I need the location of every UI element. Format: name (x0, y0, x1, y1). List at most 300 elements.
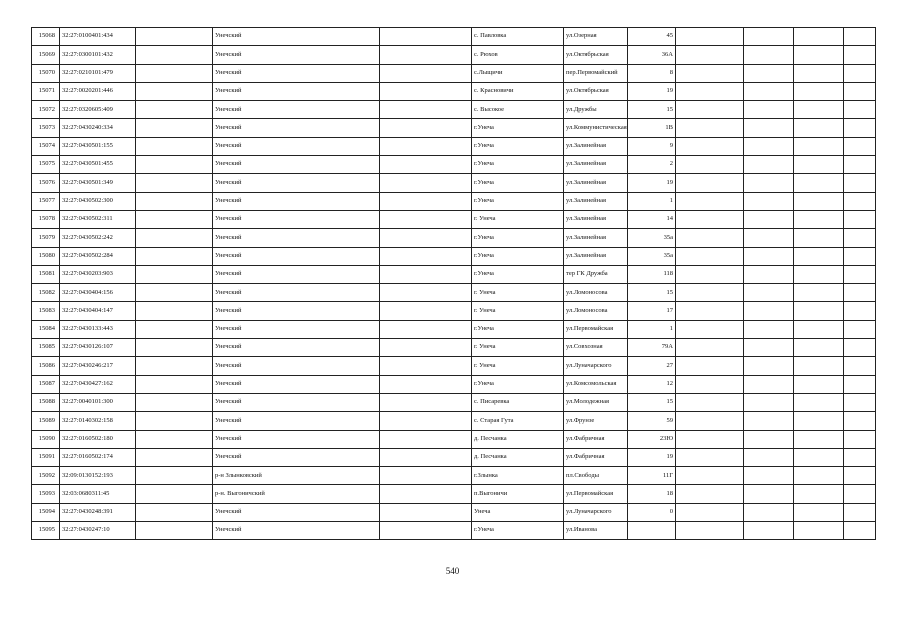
empty-cell (744, 247, 794, 265)
house-number-cell: 1 (628, 192, 676, 210)
empty-cell (844, 284, 876, 302)
record-number-cell: 15076 (32, 174, 60, 192)
house-number-cell: 35а (628, 247, 676, 265)
locality-cell: с.Лыщичи (472, 64, 564, 82)
empty-cell (844, 64, 876, 82)
empty-cell (844, 229, 876, 247)
empty-cell (136, 119, 213, 137)
district-cell: Унечский (213, 82, 380, 100)
street-cell: ул.Ломоносова (564, 284, 628, 302)
district-cell: Унечский (213, 302, 380, 320)
district-cell: Унечский (213, 339, 380, 357)
record-number-cell: 15070 (32, 64, 60, 82)
empty-cell (844, 485, 876, 503)
house-number-cell: 118 (628, 265, 676, 283)
empty-cell (844, 448, 876, 466)
empty-cell (136, 393, 213, 411)
locality-cell: г. Унеча (472, 284, 564, 302)
empty-cell (744, 101, 794, 119)
empty-cell (676, 101, 744, 119)
empty-cell (844, 101, 876, 119)
empty-cell (794, 430, 844, 448)
record-number-cell: 15090 (32, 430, 60, 448)
street-cell: ул.Фабричная (564, 448, 628, 466)
district-cell: Унечский (213, 28, 380, 46)
record-number-cell: 15085 (32, 339, 60, 357)
empty-cell (794, 247, 844, 265)
record-number-cell: 15084 (32, 320, 60, 338)
house-number-cell: 45 (628, 28, 676, 46)
street-cell: ул.Луначарского (564, 503, 628, 521)
empty-cell (844, 302, 876, 320)
cadastral-number-cell: 32:27:0300101:432 (60, 46, 136, 64)
district-cell: Унечский (213, 393, 380, 411)
empty-cell (744, 320, 794, 338)
street-cell: ул.Залинейная (564, 174, 628, 192)
district-cell: Унечский (213, 174, 380, 192)
locality-cell: г. Унеча (472, 357, 564, 375)
empty-cell (744, 210, 794, 228)
record-number-cell: 15071 (32, 82, 60, 100)
locality-cell: г.Унеча (472, 229, 564, 247)
record-number-cell: 15081 (32, 265, 60, 283)
record-number-cell: 15069 (32, 46, 60, 64)
empty-cell (744, 119, 794, 137)
record-number-cell: 15080 (32, 247, 60, 265)
house-number-cell: 19 (628, 448, 676, 466)
street-cell: ул.Совхозная (564, 339, 628, 357)
cadastral-number-cell: 32:27:0430501:155 (60, 137, 136, 155)
empty-cell (380, 430, 472, 448)
empty-cell (844, 156, 876, 174)
empty-cell (136, 320, 213, 338)
district-cell: Унечский (213, 412, 380, 430)
house-number-cell: 0 (628, 503, 676, 521)
empty-cell (676, 503, 744, 521)
empty-cell (136, 137, 213, 155)
empty-cell (676, 174, 744, 192)
house-number-cell (628, 522, 676, 540)
empty-cell (380, 137, 472, 155)
street-cell: ул.Первомайская (564, 320, 628, 338)
locality-cell: Унеча (472, 503, 564, 521)
empty-cell (794, 119, 844, 137)
empty-cell (844, 467, 876, 485)
cadastral-number-cell: 32:27:0430247:10 (60, 522, 136, 540)
cadastral-number-cell: 32:27:0430240:334 (60, 119, 136, 137)
district-cell: Унечский (213, 46, 380, 64)
table-row (32, 210, 876, 228)
empty-cell (744, 430, 794, 448)
cadastral-number-cell: 32:27:0160502:180 (60, 430, 136, 448)
locality-cell: с. Писаревка (472, 393, 564, 411)
table-row (32, 522, 876, 540)
empty-cell (844, 320, 876, 338)
cadastral-number-cell: 32:27:0020201:446 (60, 82, 136, 100)
cadastral-number-cell: 32:27:0430427:162 (60, 375, 136, 393)
house-number-cell: 19 (628, 174, 676, 192)
locality-cell: с. Высокое (472, 101, 564, 119)
empty-cell (744, 46, 794, 64)
locality-cell: д. Песчанка (472, 448, 564, 466)
empty-cell (380, 467, 472, 485)
empty-cell (380, 192, 472, 210)
empty-cell (676, 284, 744, 302)
empty-cell (744, 375, 794, 393)
empty-cell (136, 503, 213, 521)
locality-cell: г.Унеча (472, 192, 564, 210)
empty-cell (380, 522, 472, 540)
house-number-cell: 18 (628, 485, 676, 503)
record-number-cell: 15078 (32, 210, 60, 228)
locality-cell: г.Унеча (472, 119, 564, 137)
table-row (32, 265, 876, 283)
record-number-cell: 15075 (32, 156, 60, 174)
district-cell: Унечский (213, 448, 380, 466)
empty-cell (744, 467, 794, 485)
empty-cell (676, 156, 744, 174)
table-row (32, 101, 876, 119)
empty-cell (744, 64, 794, 82)
empty-cell (794, 101, 844, 119)
empty-cell (136, 265, 213, 283)
district-cell: Унечский (213, 192, 380, 210)
house-number-cell: 2 (628, 156, 676, 174)
empty-cell (136, 522, 213, 540)
cadastral-number-cell: 32:27:0140302:158 (60, 412, 136, 430)
street-cell: тер ГК Дружба (564, 265, 628, 283)
empty-cell (744, 302, 794, 320)
empty-cell (136, 174, 213, 192)
cadastral-number-cell: 32:27:0430246:217 (60, 357, 136, 375)
cadastral-number-cell: 32:27:0430133:443 (60, 320, 136, 338)
empty-cell (794, 82, 844, 100)
locality-cell: с. Старая Гута (472, 412, 564, 430)
cadastral-number-cell: 32:27:0100401:434 (60, 28, 136, 46)
locality-cell: с. Красновичи (472, 82, 564, 100)
locality-cell: г.Унеча (472, 522, 564, 540)
empty-cell (844, 430, 876, 448)
empty-cell (676, 448, 744, 466)
locality-cell: г.Унеча (472, 320, 564, 338)
district-cell: Унечский (213, 247, 380, 265)
cadastral-number-cell: 32:27:0430404:156 (60, 284, 136, 302)
record-number-cell: 15077 (32, 192, 60, 210)
cadastral-number-cell: 32:27:0430502:311 (60, 210, 136, 228)
empty-cell (380, 28, 472, 46)
empty-cell (744, 82, 794, 100)
empty-cell (744, 28, 794, 46)
empty-cell (136, 375, 213, 393)
empty-cell (380, 119, 472, 137)
empty-cell (380, 375, 472, 393)
empty-cell (136, 448, 213, 466)
table-row (32, 64, 876, 82)
empty-cell (380, 156, 472, 174)
empty-cell (794, 320, 844, 338)
street-cell: ул.Залинейная (564, 210, 628, 228)
empty-cell (136, 28, 213, 46)
empty-cell (136, 284, 213, 302)
empty-cell (794, 467, 844, 485)
district-cell: Унечский (213, 156, 380, 174)
empty-cell (844, 522, 876, 540)
cadastral-number-cell: 32:27:0430502:242 (60, 229, 136, 247)
locality-cell: г.Унеча (472, 375, 564, 393)
street-cell: ул.Озерная (564, 28, 628, 46)
empty-cell (794, 522, 844, 540)
empty-cell (676, 302, 744, 320)
empty-cell (744, 503, 794, 521)
table-row (32, 503, 876, 521)
cadastral-number-cell: 32:27:0430501:349 (60, 174, 136, 192)
house-number-cell: 9 (628, 137, 676, 155)
empty-cell (844, 46, 876, 64)
empty-cell (794, 156, 844, 174)
table-row (32, 137, 876, 155)
record-number-cell: 15086 (32, 357, 60, 375)
empty-cell (676, 522, 744, 540)
street-cell: ул.Октябрьская (564, 46, 628, 64)
empty-cell (744, 284, 794, 302)
empty-cell (380, 210, 472, 228)
table-row (32, 357, 876, 375)
empty-cell (136, 210, 213, 228)
cadastral-number-cell: 32:27:0430502:284 (60, 247, 136, 265)
table-row (32, 375, 876, 393)
street-cell: ул.Залинейная (564, 192, 628, 210)
district-cell: Унечский (213, 503, 380, 521)
empty-cell (380, 229, 472, 247)
empty-cell (744, 174, 794, 192)
empty-cell (136, 101, 213, 119)
empty-cell (794, 375, 844, 393)
house-number-cell: 35а (628, 229, 676, 247)
page-number: 540 (445, 566, 460, 576)
empty-cell (676, 229, 744, 247)
empty-cell (844, 375, 876, 393)
empty-cell (136, 156, 213, 174)
empty-cell (794, 192, 844, 210)
street-cell: ул.Дружбы (564, 101, 628, 119)
empty-cell (744, 485, 794, 503)
empty-cell (676, 485, 744, 503)
empty-cell (744, 412, 794, 430)
cadastral-number-cell: 32:27:0430502:300 (60, 192, 136, 210)
empty-cell (744, 137, 794, 155)
empty-cell (676, 412, 744, 430)
empty-cell (380, 64, 472, 82)
house-number-cell: 8 (628, 64, 676, 82)
cadastral-number-cell: 32:27:0430126:107 (60, 339, 136, 357)
empty-cell (676, 119, 744, 137)
empty-cell (744, 393, 794, 411)
street-cell: ул.Залинейная (564, 247, 628, 265)
table-row (32, 229, 876, 247)
empty-cell (136, 229, 213, 247)
empty-cell (136, 82, 213, 100)
house-number-cell: 36А (628, 46, 676, 64)
locality-cell: г.Унеча (472, 137, 564, 155)
district-cell: Унечский (213, 320, 380, 338)
empty-cell (676, 137, 744, 155)
house-number-cell: 11Г (628, 467, 676, 485)
record-number-cell: 15074 (32, 137, 60, 155)
record-number-cell: 15068 (32, 28, 60, 46)
empty-cell (844, 137, 876, 155)
district-cell: Унечский (213, 375, 380, 393)
house-number-cell: 17 (628, 302, 676, 320)
table-row (32, 448, 876, 466)
locality-cell: с. Рюхов (472, 46, 564, 64)
empty-cell (794, 485, 844, 503)
table-row (32, 28, 876, 46)
empty-cell (380, 302, 472, 320)
street-cell: пл.Свободы (564, 467, 628, 485)
house-number-cell: 23Ю (628, 430, 676, 448)
street-cell: ул.Луначарского (564, 357, 628, 375)
house-number-cell: 12 (628, 375, 676, 393)
record-number-cell: 15072 (32, 101, 60, 119)
empty-cell (380, 393, 472, 411)
cadastral-number-cell: 32:27:0210101:479 (60, 64, 136, 82)
empty-cell (676, 210, 744, 228)
table-row (32, 485, 876, 503)
empty-cell (136, 412, 213, 430)
street-cell: ул.Фабричная (564, 430, 628, 448)
empty-cell (794, 393, 844, 411)
registry-table (31, 27, 876, 540)
street-cell: ул.Первомайская (564, 485, 628, 503)
empty-cell (676, 467, 744, 485)
cadastral-number-cell: 32:27:0430203:903 (60, 265, 136, 283)
street-cell: ул.Октябрьская (564, 82, 628, 100)
locality-cell: г.Злынка (472, 467, 564, 485)
house-number-cell: 19 (628, 82, 676, 100)
house-number-cell: 59 (628, 412, 676, 430)
street-cell: ул.Комсомольская (564, 375, 628, 393)
empty-cell (794, 412, 844, 430)
empty-cell (136, 357, 213, 375)
empty-cell (676, 320, 744, 338)
house-number-cell: 15 (628, 101, 676, 119)
record-number-cell: 15083 (32, 302, 60, 320)
empty-cell (380, 284, 472, 302)
table-row (32, 393, 876, 411)
table-row (32, 156, 876, 174)
table-row (32, 119, 876, 137)
record-number-cell: 15091 (32, 448, 60, 466)
district-cell: Унечский (213, 101, 380, 119)
district-cell: Унечский (213, 430, 380, 448)
district-cell: Унечский (213, 137, 380, 155)
empty-cell (380, 174, 472, 192)
empty-cell (380, 320, 472, 338)
empty-cell (380, 101, 472, 119)
empty-cell (676, 393, 744, 411)
empty-cell (136, 485, 213, 503)
record-number-cell: 15082 (32, 284, 60, 302)
street-cell: ул.Залинейная (564, 229, 628, 247)
record-number-cell: 15079 (32, 229, 60, 247)
district-cell: Унечский (213, 64, 380, 82)
house-number-cell: 27 (628, 357, 676, 375)
empty-cell (676, 28, 744, 46)
empty-cell (676, 192, 744, 210)
empty-cell (136, 339, 213, 357)
empty-cell (844, 247, 876, 265)
record-number-cell: 15089 (32, 412, 60, 430)
empty-cell (676, 339, 744, 357)
empty-cell (676, 247, 744, 265)
locality-cell: д. Песчанка (472, 430, 564, 448)
table-row (32, 430, 876, 448)
empty-cell (744, 357, 794, 375)
street-cell: ул.Иванова (564, 522, 628, 540)
locality-cell: г.Унеча (472, 174, 564, 192)
empty-cell (744, 192, 794, 210)
cadastral-number-cell: 32:27:0320605:409 (60, 101, 136, 119)
locality-cell: г.Унеча (472, 265, 564, 283)
empty-cell (844, 412, 876, 430)
district-cell: р-н. Выгоничский (213, 485, 380, 503)
record-number-cell: 15093 (32, 485, 60, 503)
empty-cell (844, 265, 876, 283)
house-number-cell: 15 (628, 393, 676, 411)
table-row (32, 412, 876, 430)
street-cell: ул.Молодежная (564, 393, 628, 411)
empty-cell (380, 357, 472, 375)
empty-cell (136, 192, 213, 210)
cadastral-number-cell: 32:09:0130152:193 (60, 467, 136, 485)
empty-cell (844, 174, 876, 192)
locality-cell: п.Выгоничи (472, 485, 564, 503)
empty-cell (844, 503, 876, 521)
record-number-cell: 15087 (32, 375, 60, 393)
table-row (32, 192, 876, 210)
district-cell: Унечский (213, 265, 380, 283)
street-cell: ул.Коммунистическая (564, 119, 628, 137)
empty-cell (844, 28, 876, 46)
empty-cell (676, 64, 744, 82)
street-cell: ул.Залинейная (564, 137, 628, 155)
cadastral-number-cell: 32:03:0680311:45 (60, 485, 136, 503)
empty-cell (844, 119, 876, 137)
table-row (32, 46, 876, 64)
district-cell: Унечский (213, 119, 380, 137)
locality-cell: г.Унеча (472, 247, 564, 265)
empty-cell (794, 357, 844, 375)
table-row (32, 302, 876, 320)
table-row (32, 82, 876, 100)
empty-cell (794, 28, 844, 46)
cadastral-number-cell: 32:27:0430501:455 (60, 156, 136, 174)
empty-cell (676, 430, 744, 448)
district-cell: Унечский (213, 357, 380, 375)
district-cell: Унечский (213, 229, 380, 247)
empty-cell (844, 393, 876, 411)
record-number-cell: 15088 (32, 393, 60, 411)
house-number-cell: 15 (628, 284, 676, 302)
empty-cell (744, 522, 794, 540)
street-cell: пер.Первомайский (564, 64, 628, 82)
house-number-cell: 14 (628, 210, 676, 228)
empty-cell (744, 339, 794, 357)
table-row (32, 247, 876, 265)
locality-cell: г.Унеча (472, 156, 564, 174)
empty-cell (794, 46, 844, 64)
street-cell: ул.Ломоносова (564, 302, 628, 320)
